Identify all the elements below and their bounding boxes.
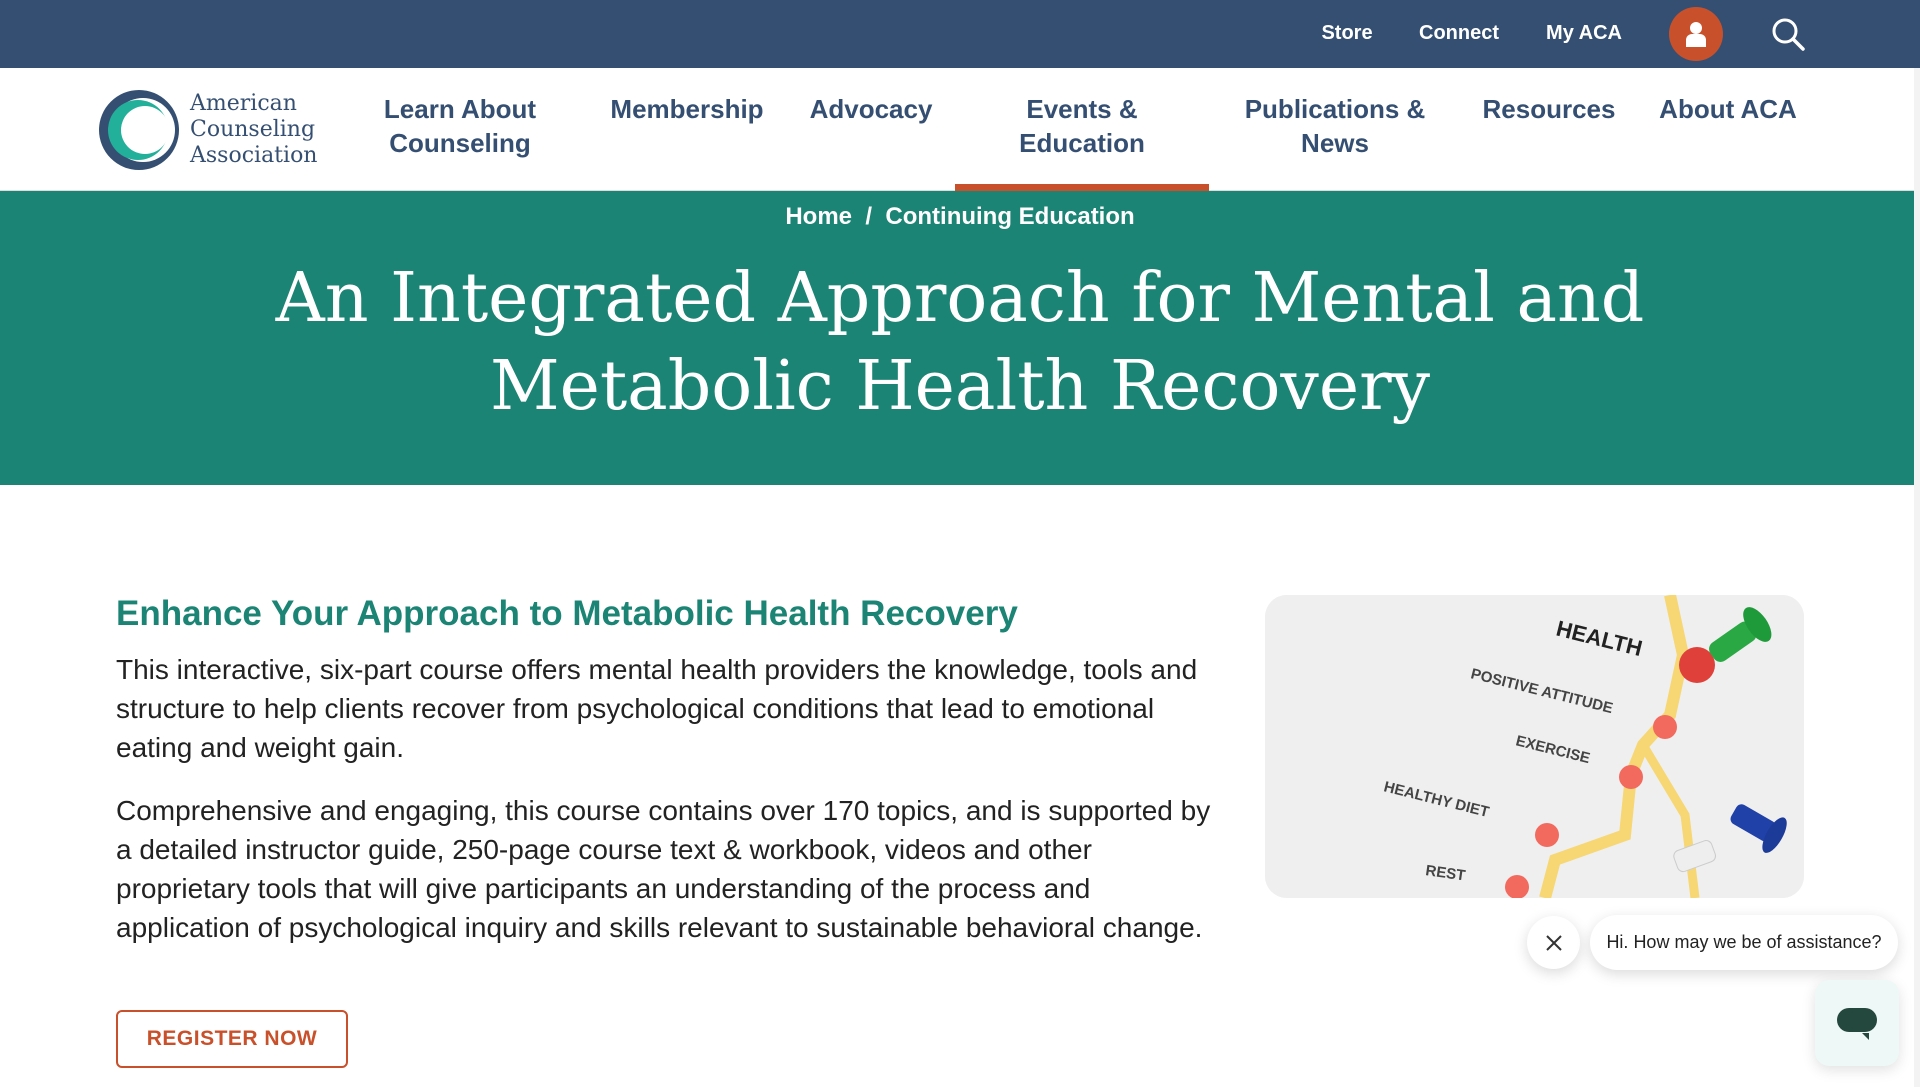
main-nav <box>0 68 1920 191</box>
chat-dismiss-button[interactable] <box>1527 916 1580 969</box>
utility-bar <box>0 0 1920 68</box>
user-account-button[interactable] <box>1669 7 1723 61</box>
nav-publications-news[interactable] <box>1245 92 1426 160</box>
section-heading: Enhance Your Approach to Metabolic Health Recovery <box>116 594 1018 633</box>
my-aca-link[interactable]: My ACA <box>1546 22 1622 44</box>
register-now-button[interactable]: REGISTER NOW <box>116 1010 348 1068</box>
nav-label: Education <box>1019 128 1145 158</box>
nav-learn-about-counseling[interactable] <box>384 92 536 160</box>
image-label: HEALTHY DIET <box>1382 778 1491 821</box>
image-label: POSITIVE ATTITUDE <box>1469 665 1615 718</box>
intro-paragraph: This interactive, six-part course offers mental health providers the knowledge, tools and structure to help clients recover from psychological conditions that lead to emotional eating and weight gain. <box>116 654 1198 763</box>
image-label: EXERCISE <box>1514 732 1592 768</box>
nav-label: Learn About <box>383 94 537 124</box>
close-icon <box>1545 934 1563 952</box>
nav-events-education[interactable] <box>1019 92 1145 160</box>
nav-label: Events & <box>1026 94 1138 124</box>
page-title: An Integrated Approach for Mental and Metabolic Health Recovery <box>275 259 1645 426</box>
image-label: REST <box>1424 862 1467 885</box>
search-button[interactable] <box>1770 16 1806 57</box>
nav-label: About ACA <box>1659 94 1797 124</box>
logo-line: Association <box>190 143 318 168</box>
logo-line: American <box>190 91 297 116</box>
detail-paragraph: Comprehensive and engaging, this course contains over 170 topics, and is supported by a detailed instructor guide, 250-page course text & workbook, videos and other proprietary tools that will give participants an understanding of the process and application of psychological inquiry and skills relevant to sustainable behavioral change. <box>116 795 1211 943</box>
nav-label: News <box>1301 128 1369 158</box>
breadcrumb-current[interactable]: Continuing Education <box>885 203 1135 230</box>
active-nav-indicator <box>955 184 1209 191</box>
nav-label: Membership <box>610 94 764 124</box>
page-scrollbar[interactable] <box>1914 68 1920 1087</box>
nav-advocacy[interactable] <box>810 92 933 126</box>
hero-banner <box>0 191 1920 485</box>
image-label: HEALTH <box>1553 615 1645 662</box>
aca-logo-mark <box>98 89 180 171</box>
nav-label: Advocacy <box>809 94 933 124</box>
nav-resources[interactable] <box>1483 92 1616 126</box>
store-link[interactable]: Store <box>1321 22 1373 44</box>
chat-launcher-button[interactable] <box>1815 980 1899 1066</box>
connect-link[interactable]: Connect <box>1419 22 1499 44</box>
breadcrumb-separator: / <box>865 203 873 230</box>
nav-label: Resources <box>1482 94 1616 124</box>
breadcrumb <box>0 203 1920 231</box>
chat-greeting[interactable]: Hi. How may we be of assistance? <box>1590 915 1898 970</box>
health-roadmap-image <box>1265 595 1804 898</box>
chat-icon <box>1836 1002 1878 1044</box>
nav-about-aca[interactable] <box>1659 92 1797 126</box>
nav-label: Counseling <box>389 128 531 158</box>
search-icon <box>1770 16 1806 52</box>
nav-label: Publications & <box>1244 94 1426 124</box>
breadcrumb-home[interactable]: Home <box>785 203 853 230</box>
user-icon <box>1684 21 1708 47</box>
logo-line: Counseling <box>190 117 316 142</box>
aca-logo[interactable] <box>98 89 317 171</box>
nav-membership[interactable] <box>610 92 763 126</box>
